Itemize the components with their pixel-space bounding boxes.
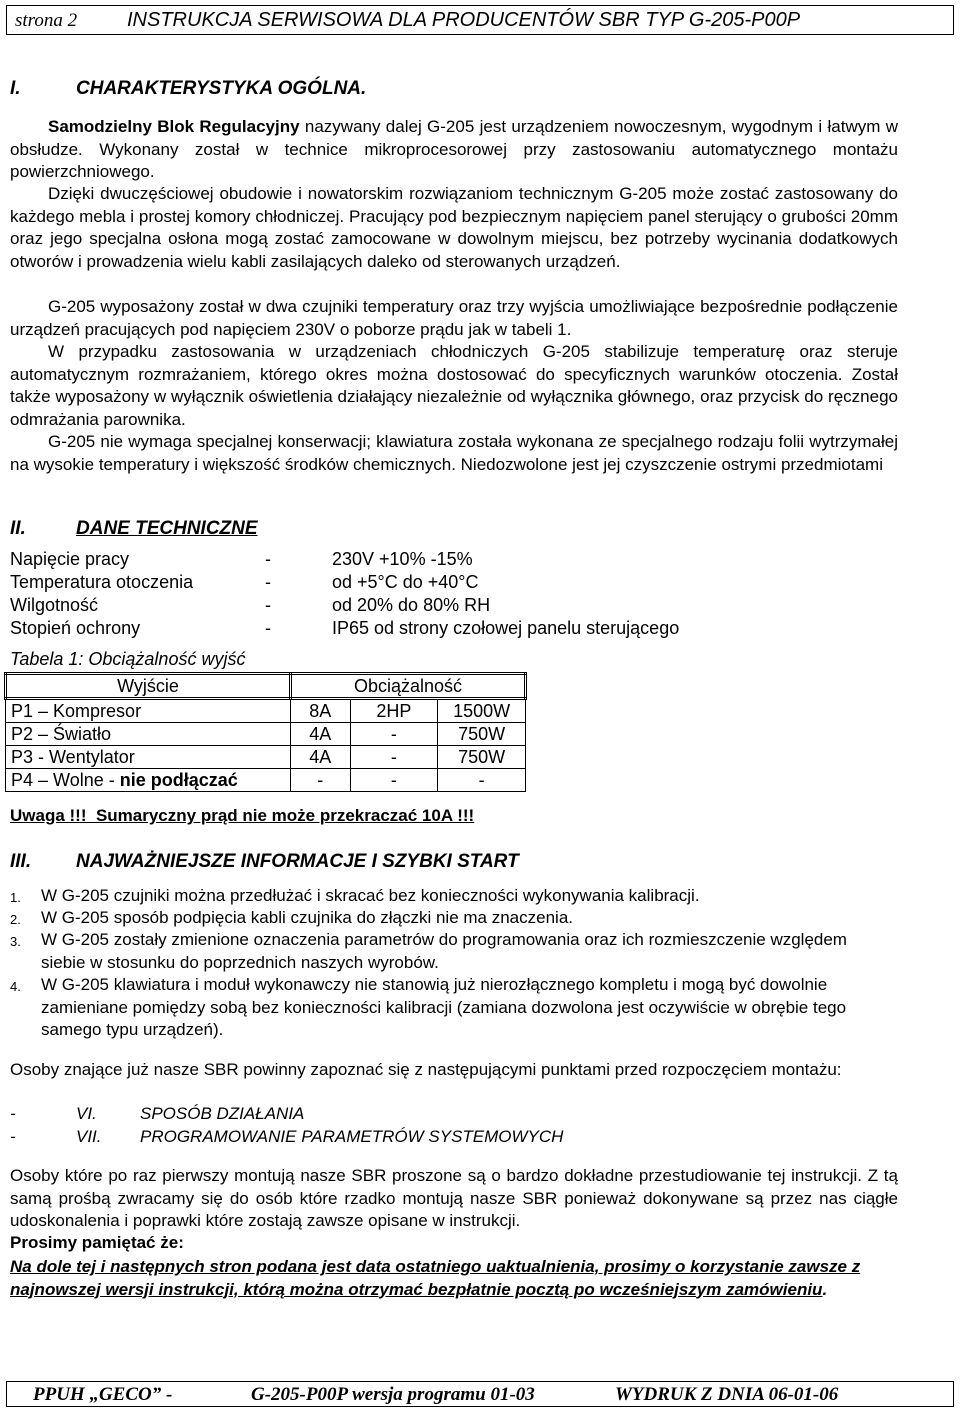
- section-2-title: DANE TECHNICZNE: [76, 518, 258, 539]
- list-item-text: W G-205 klawiatura i moduł wykonawczy nie stanowią już nierozłącznego kompletu i mogą być dowolnie zamieniane pomiędzy sobą bez konieczności kalibracji (zamiana dozwolona jest oczywiście w obrębie tego samego typu urządzeń).: [41, 975, 847, 1039]
- term-sbr: Samodzielny Blok Regulacyjny: [48, 117, 300, 136]
- table-row: [6, 723, 526, 746]
- spec-dash: -: [265, 618, 271, 638]
- list-item-number: 2.: [10, 912, 21, 927]
- reference-number: VII.: [76, 1127, 102, 1146]
- reference-number: VI.: [76, 1104, 97, 1123]
- section-2-heading: [10, 518, 258, 540]
- paragraph-1-text: nazywany dalej G-205 jest urządzeniem nowoczesnym, wygodnym i łatwym w obsłudze. Wykonany został w technice mikroprocesorowej przy zastosowaniu automatycznego montażu powierzchniowego.: [10, 117, 898, 181]
- remember-note: Na dole tej i następnych stron podana jest data ostatniego uaktualnienia, prosimy o korzystanie zawsze z najnowszej wersji instrukcji, którą można otrzymać bezpłatnie pocztą po wcześniejszym zamówieniu.: [10, 1257, 861, 1299]
- table-cell-watts: 750W: [438, 723, 526, 746]
- table-cell-hp: 2HP: [350, 699, 438, 723]
- load-table: [4, 672, 527, 792]
- table-cell-watts: 1500W: [438, 699, 526, 723]
- table-cell-name: P2 – Światło: [6, 723, 291, 746]
- spec-dash: -: [265, 572, 271, 592]
- section-3-title: NAJWAŻNIEJSZE INFORMACJE I SZYBKI START: [76, 851, 519, 872]
- table-cell-watts: 750W: [438, 746, 526, 769]
- table-cell-name-text: P4 – Wolne -: [11, 769, 120, 790]
- list-item-number: 3.: [10, 934, 21, 949]
- spec-dash: -: [265, 595, 271, 615]
- section-1-title: CHARAKTERYSTYKA OGÓLNA.: [76, 78, 367, 99]
- table-cell-name: [6, 769, 291, 792]
- remember-note-text: Na dole tej i następnych stron podana jest data ostatniego uaktualnienia, prosimy o korzystanie zawsze z najnowszej wersji instrukcji, którą można otrzymać bezpłatnie pocztą po wcześniejszym zamówieniu: [10, 1257, 861, 1299]
- section-3-heading: [10, 851, 519, 873]
- spec-label: Temperatura otoczenia: [10, 572, 194, 592]
- paragraph-known-users: Osoby znające już nasze SBR powinny zapoznać się z następującymi punktami przed rozpoczęciem montażu:: [10, 1060, 842, 1079]
- section-1-number: I.: [10, 78, 21, 99]
- table-cell-hp: -: [350, 723, 438, 746]
- remember-heading: Prosimy pamiętać że:: [10, 1233, 184, 1252]
- table-cell-name: P3 - Wentylator: [6, 746, 291, 769]
- table-cell-amps: 4A: [291, 746, 351, 769]
- spec-label: Napięcie pracy: [10, 549, 130, 569]
- table-header-row: [6, 674, 526, 699]
- reference-title: SPOSÓB DZIAŁANIA: [140, 1104, 305, 1123]
- list-item-text: W G-205 sposób podpięcia kabli czujnika do złączki nie ma znaczenia.: [41, 908, 573, 927]
- spec-label: Wilgotność: [10, 595, 99, 615]
- table-cell-amps: 4A: [291, 723, 351, 746]
- footer-print-date: WYDRUK Z DNIA 06-01-06: [615, 1384, 839, 1405]
- spec-value: 230V +10% -15%: [332, 549, 473, 569]
- paragraph-3: G-205 wyposażony został w dwa czujniki temperatury oraz trzy wyjścia umożliwiające bezpośrednie podłączenie urządzeń pracujących pod napięciem 230V o poborze prądu jak w tabeli 1.: [10, 297, 898, 339]
- paragraph-5: G-205 nie wymaga specjalnej konserwacji; klawiatura została wykonana ze specjalnego rodzaju folii wytrzymałej na wysokie temperatury i większość środków chemicznych. Niedozwolone jest jej czyszczenie ostrymi przedmiotami: [10, 432, 898, 474]
- reference-dash: -: [10, 1104, 16, 1123]
- spec-value: od +5°C do +40°C: [332, 572, 479, 592]
- footer-version: G-205-P00P wersja programu 01-03: [251, 1384, 535, 1405]
- footer-company: PPUH „GECO” -: [33, 1384, 173, 1405]
- section-1-heading: [10, 78, 366, 100]
- table-cell-amps: -: [291, 769, 351, 792]
- page-number: strona 2: [15, 10, 78, 31]
- table-cell-hp: -: [350, 769, 438, 792]
- spec-value: od 20% do 80% RH: [332, 595, 491, 615]
- document-title: INSTRUKCJA SERWISOWA DLA PRODUCENTÓW SBR TYP G-205-P00P: [127, 9, 801, 31]
- table-header-output: Wyjście: [6, 674, 291, 699]
- page-header: [6, 5, 954, 35]
- section-3-number: III.: [10, 851, 32, 872]
- paragraph-first-time: Osoby które po raz pierwszy montują nasze SBR proszone są o bardzo dokładne przestudiowanie tej instrukcji. Z tą samą prośbą zwracamy się do osób które rzadko montują nasze SBR ponieważ dokonywane są przez nas ciągłe udoskonalenia i poprawki które zostają zawsze opisane w instrukcji.: [10, 1166, 898, 1230]
- list-item-number: 4.: [10, 979, 21, 994]
- table-cell-name: P1 – Kompresor: [6, 699, 291, 723]
- spec-label: Stopień ochrony: [10, 618, 141, 638]
- table-caption: Tabela 1: Obciążalność wyjść: [10, 649, 246, 669]
- paragraph-4: W przypadku zastosowania w urządzeniach chłodniczych G-205 stabilizuje temperaturę oraz steruje automatycznym rozmrażaniem, którego okres można dostosować do specyficznych warunków otoczenia. Został także wyposażony w wyłącznik oświetlenia działający niezależnie od wyłącznika głównego, oraz przycisk do ręcznego odmrażania parownika.: [10, 342, 898, 429]
- table-row: [6, 699, 526, 723]
- table-cell-hp: -: [350, 746, 438, 769]
- table-cell-amps: 8A: [291, 699, 351, 723]
- list-item-text: W G-205 czujniki można przedłużać i skracać bez konieczności wykonywania kalibracji.: [41, 886, 700, 905]
- reference-title: PROGRAMOWANIE PARAMETRÓW SYSTEMOWYCH: [140, 1127, 564, 1146]
- page-footer: [6, 1381, 954, 1407]
- table-cell-name-bold: nie podłączać: [119, 769, 238, 790]
- list-item-text: W G-205 zostały zmienione oznaczenia parametrów do programowania oraz ich rozmieszczenie względem siebie w stosunku do poprzednich naszych wyrobów.: [41, 930, 847, 972]
- table-header-load: Obciążalność: [291, 674, 526, 699]
- reference-dash: -: [10, 1127, 16, 1146]
- paragraph-1: [10, 116, 898, 184]
- section-2-number: II.: [10, 518, 26, 539]
- table-cell-watts: -: [438, 769, 526, 792]
- spec-value: IP65 od strony czołowej panelu sterującego: [332, 618, 680, 638]
- table-row: [6, 769, 526, 792]
- table-row: [6, 746, 526, 769]
- spec-dash: -: [265, 549, 271, 569]
- warning-note: Uwaga !!! Sumaryczny prąd nie może przekraczać 10A !!!: [10, 806, 475, 825]
- paragraph-2: Dzięki dwuczęściowej obudowie i nowatorskim rozwiązaniom technicznym G-205 może zostać zastosowany do każdego mebla i prostej komory chłodniczej. Pracujący pod bezpiecznym napięciem panel sterujący o grubości 20mm oraz jego specjalna osłona mogą zostać zamocowane w dowolnym miejscu, bez potrzeby wycinania dodatkowych otworów i prowadzenia wielu kabli zasilających daleko od sterowanych urządzeń.: [10, 184, 898, 271]
- list-item-number: 1.: [10, 890, 21, 905]
